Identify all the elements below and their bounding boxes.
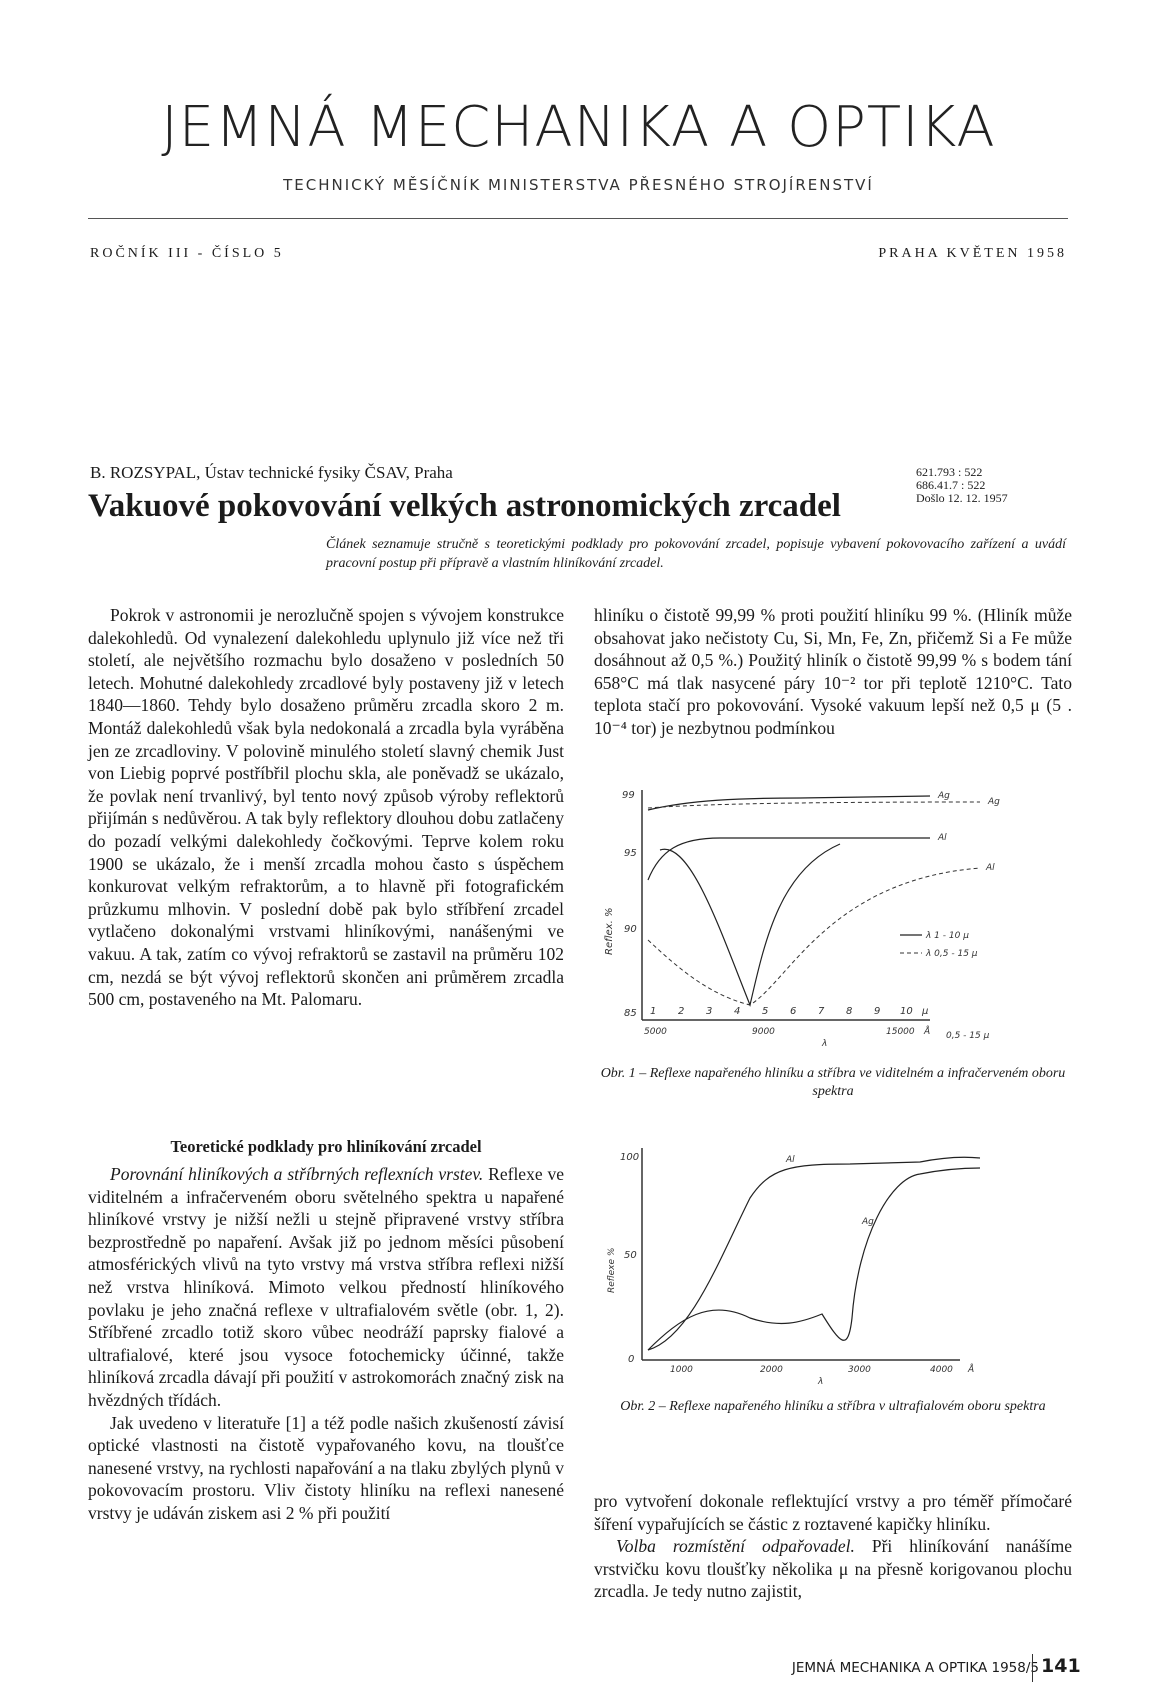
udc-line: 686.41.7 : 522: [916, 478, 986, 492]
curve-label: Ag: [988, 797, 1000, 807]
x-tick-label: 10: [900, 1006, 913, 1017]
x-ticks: [670, 1363, 974, 1387]
footer-separator: [1032, 1654, 1033, 1682]
x-tick-label: 3000: [848, 1365, 871, 1375]
curve-label: Ag: [862, 1217, 874, 1227]
curve-ag-wide: [648, 802, 980, 808]
curve-label: Ag: [938, 791, 950, 801]
received-date: Došlo 12. 12. 1957: [916, 491, 1008, 505]
x-unit: Å: [924, 1027, 931, 1037]
footer-journal: JEMNÁ MECHANIKA A OPTIKA 1958/5: [791, 1660, 1039, 1676]
x-tick-label: 2: [678, 1006, 685, 1017]
legend-entry: λ 1 - 10 μ: [926, 931, 969, 941]
right-column-continued: [594, 1490, 1072, 1603]
x-top-ticks: [650, 1006, 928, 1017]
x-unit: μ: [922, 1006, 929, 1017]
curve-al-dip: [660, 844, 840, 1005]
curve-ag: [648, 1168, 980, 1350]
x-symbol: λ: [822, 1039, 828, 1049]
y-tick-label: 50: [624, 1250, 637, 1261]
page-number: 141: [1041, 1655, 1081, 1677]
curve-label: Al: [986, 863, 995, 873]
x-tick-label: 8: [846, 1006, 853, 1017]
issue-number: ROČNÍK III - ČÍSLO 5: [90, 246, 284, 261]
journal-title: JEMNÁ MECHANIKA A OPTIKA: [161, 95, 996, 160]
paragraph-lead: Volba rozmístění odpařovadel.: [616, 1536, 855, 1557]
curve-al-visible: [648, 838, 930, 880]
paragraph: pro vytvoření dokonale reflektující vrstvy a pro téměř přímočaré šíření vypařujících se částic z roztavené kapičky hliníku.: [594, 1491, 1072, 1534]
x-tick-label: 7: [818, 1006, 825, 1017]
y-tick-label: 95: [624, 848, 637, 859]
y-tick-label: 100: [620, 1152, 640, 1163]
figure-1-caption: Obr. 1 – Reflexe napařeného hliníku a stříbra ve viditelném a infračerveném oboru spektra: [600, 1066, 1066, 1099]
figure-2-chart: [600, 1138, 1070, 1388]
x-tick-label: 15000: [886, 1027, 915, 1037]
paragraph: [88, 1163, 564, 1412]
x-tick-label: 6: [790, 1006, 797, 1017]
x-tick-label: 3: [706, 1006, 713, 1017]
paragraph-lead: Porovnání hliníkových a stříbrných reflexních vrstev.: [110, 1164, 484, 1184]
curve-al: [648, 1157, 980, 1350]
left-column-continued: [88, 1163, 564, 1525]
y-tick-label: 85: [624, 1008, 637, 1019]
place-date: PRAHA KVĚTEN 1958: [878, 246, 1067, 261]
x-unit: Å: [968, 1365, 975, 1375]
x-tick-label: 1000: [670, 1365, 693, 1375]
paragraph-text: Při hliníkování nanášíme vrstvičku kovu tloušťky několika μ na přesně korigovanou plochu zrcadla. Je tedy nutno zajistit,: [594, 1536, 1073, 1602]
x-symbol: λ: [818, 1377, 824, 1387]
curve-label: Al: [938, 833, 947, 843]
paragraph-text: Reflexe ve viditelném a infračerveném oboru světelného spektra u napařené hliníkové vrstvy je nižší nežli u stejně připravené vrstvy stříbra bezprostředně po napaření. Avšak již po jednom měsíci působení atmosférických vlivů na tyto vrstvy má vrstva stříbra reflexi nižší než vrstva hliníková. Mimoto velkou předností hliníkového povlaku je jeho značná reflexe v ultrafialovém světle (obr. 1, 2). Stříbřené zrcadlo totiž skoro vůbec neodráží paprsky fialové a ultrafialové, které jsou vysoce fotochemicky účinné, takže hliníková zrcadla dávají při použití v astrokomorách značný zisk na hvězdných třídách.: [88, 1164, 565, 1410]
paragraph: Jak uvedeno v literatuře [1] a též podle našich zkušeností závisí optické vlastnosti na čistotě vypařovaného kovu, na tloušťce nanesené vrstvy, na rychlosti napařování a na tlaku zbylých plynů v pokovovacím prostoru. Vliv čistoty hliníku na reflexi nanesené vrstvy je udáván ziskem asi 2 % při použití: [88, 1412, 564, 1523]
y-tick-label: 90: [624, 924, 637, 935]
x-range: 0,5 - 15 μ: [946, 1031, 990, 1041]
y-tick-label: 0: [628, 1354, 635, 1365]
y-axis-label: Reflexe %: [607, 1247, 617, 1293]
masthead-rule: [88, 218, 1068, 219]
x-tick-label: 4: [734, 1006, 741, 1017]
x-tick-label: 5: [762, 1006, 769, 1017]
figure-2-caption: Obr. 2 – Reflexe napařeného hliníku a stříbra v ultrafialovém oboru spektra: [620, 1399, 1046, 1414]
x-bottom-ticks: [644, 1025, 990, 1049]
article-author: B. ROZSYPAL, Ústav technické fysiky ČSAV, Praha: [90, 463, 453, 482]
paragraph: hliníku o čistotě 99,99 % proti použití hliníku 99 %. (Hliník může obsahovat jako nečistoty Cu, Si, Mn, Fe, Zn, přičemž Si a Fe může dosáhnout až 0,5 %.) Použitý hliník o čistotě 99,99 % s bodem tání 658°C má tlak nasycené páry 10⁻² tor při teplotě 1210°C. Tato teplota stačí pro pokovování. Vysoké vakuum lepší než 0,5 μ (5 . 10⁻⁴ tor) je nezbytnou podmínkou: [594, 605, 1072, 738]
paragraph: Pokrok v astronomii je nerozlučně spojen s vývojem konstrukce dalekohledů. Od vynalezení dalekohledu uplynulo již více než tři století, ale největšího rozmachu bylo dosaženo v posledních 50 letech. Mohutné dalekohledy zrcadlové byly postaveny již v letech 1840—1860. Tehdy bylo dosaženo průměru zrcadla skoro 2 m. Montáž dalekohledů však byla nedokonalá a zrcadla byla vyráběna jen ze zrcadloviny. V polovině minulého století slavný chemik Just von Liebig poprvé postříbřil plochu skla, ale poněvadž se ukázalo, že povlak není trvanlivý, byl tento nový způsob výroby reflektorů přijímán s nedůvěrou. A tak byly reflektory dlouhou dobu zatlačeny do pozadí velkými dalekohledy čočkovými. Teprve kolem roku 1900 se ukázalo, že i menší zrcadla mohou často s úspěchem konkurovat velkým refraktorům, a to hlavně při fotografickém průzkumu mlhovin. V poslední době pak bylo stříbření zrcadel vytlačeno dokonalými vrstvami hliníkovými, nanášenými ve vakuu. A tak, zatím co vývoj refraktorů se zastavil na průměru 102 cm, nezdá se být vývoj reflektorů skončen ani průměrem zrcadla 500 cm, postaveného na Mt. Palomaru.: [88, 605, 564, 1010]
legend-entry: λ 0,5 - 15 μ: [926, 949, 978, 959]
section-heading: Teoretické podklady pro hliníkování zrcadel: [170, 1137, 482, 1156]
article-title: Vakuové pokovování velkých astronomických zrcadel: [88, 488, 841, 524]
article-abstract: Článek seznamuje stručně s teoretickými podklady pro pokovování zrcadel, popisuje vybavení pokovovacího zařízení a uvádí pracovní postup při přípravě a vlastním hliníkování zrcadel.: [326, 537, 1066, 571]
figure-1-chart: [600, 780, 1070, 1060]
right-column: [594, 604, 1072, 740]
x-tick-label: 9: [874, 1006, 881, 1017]
x-tick-label: 2000: [760, 1365, 783, 1375]
udc-codes: [916, 466, 1008, 505]
y-axis-label: Reflex. %: [604, 907, 615, 955]
curve-label: Al: [786, 1155, 795, 1165]
x-tick-label: 5000: [644, 1027, 667, 1037]
y-tick-label: 99: [622, 790, 635, 801]
x-tick-label: 4000: [930, 1365, 953, 1375]
left-column: [88, 604, 564, 1011]
paragraph: [594, 1535, 1072, 1603]
udc-line: 621.793 : 522: [916, 465, 983, 479]
journal-subtitle: TECHNICKÝ MĚSÍČNÍK MINISTERSTVA PŘESNÉHO STROJÍRENSTVÍ: [283, 176, 874, 194]
x-tick-label: 9000: [752, 1027, 775, 1037]
x-tick-label: 1: [650, 1006, 657, 1017]
